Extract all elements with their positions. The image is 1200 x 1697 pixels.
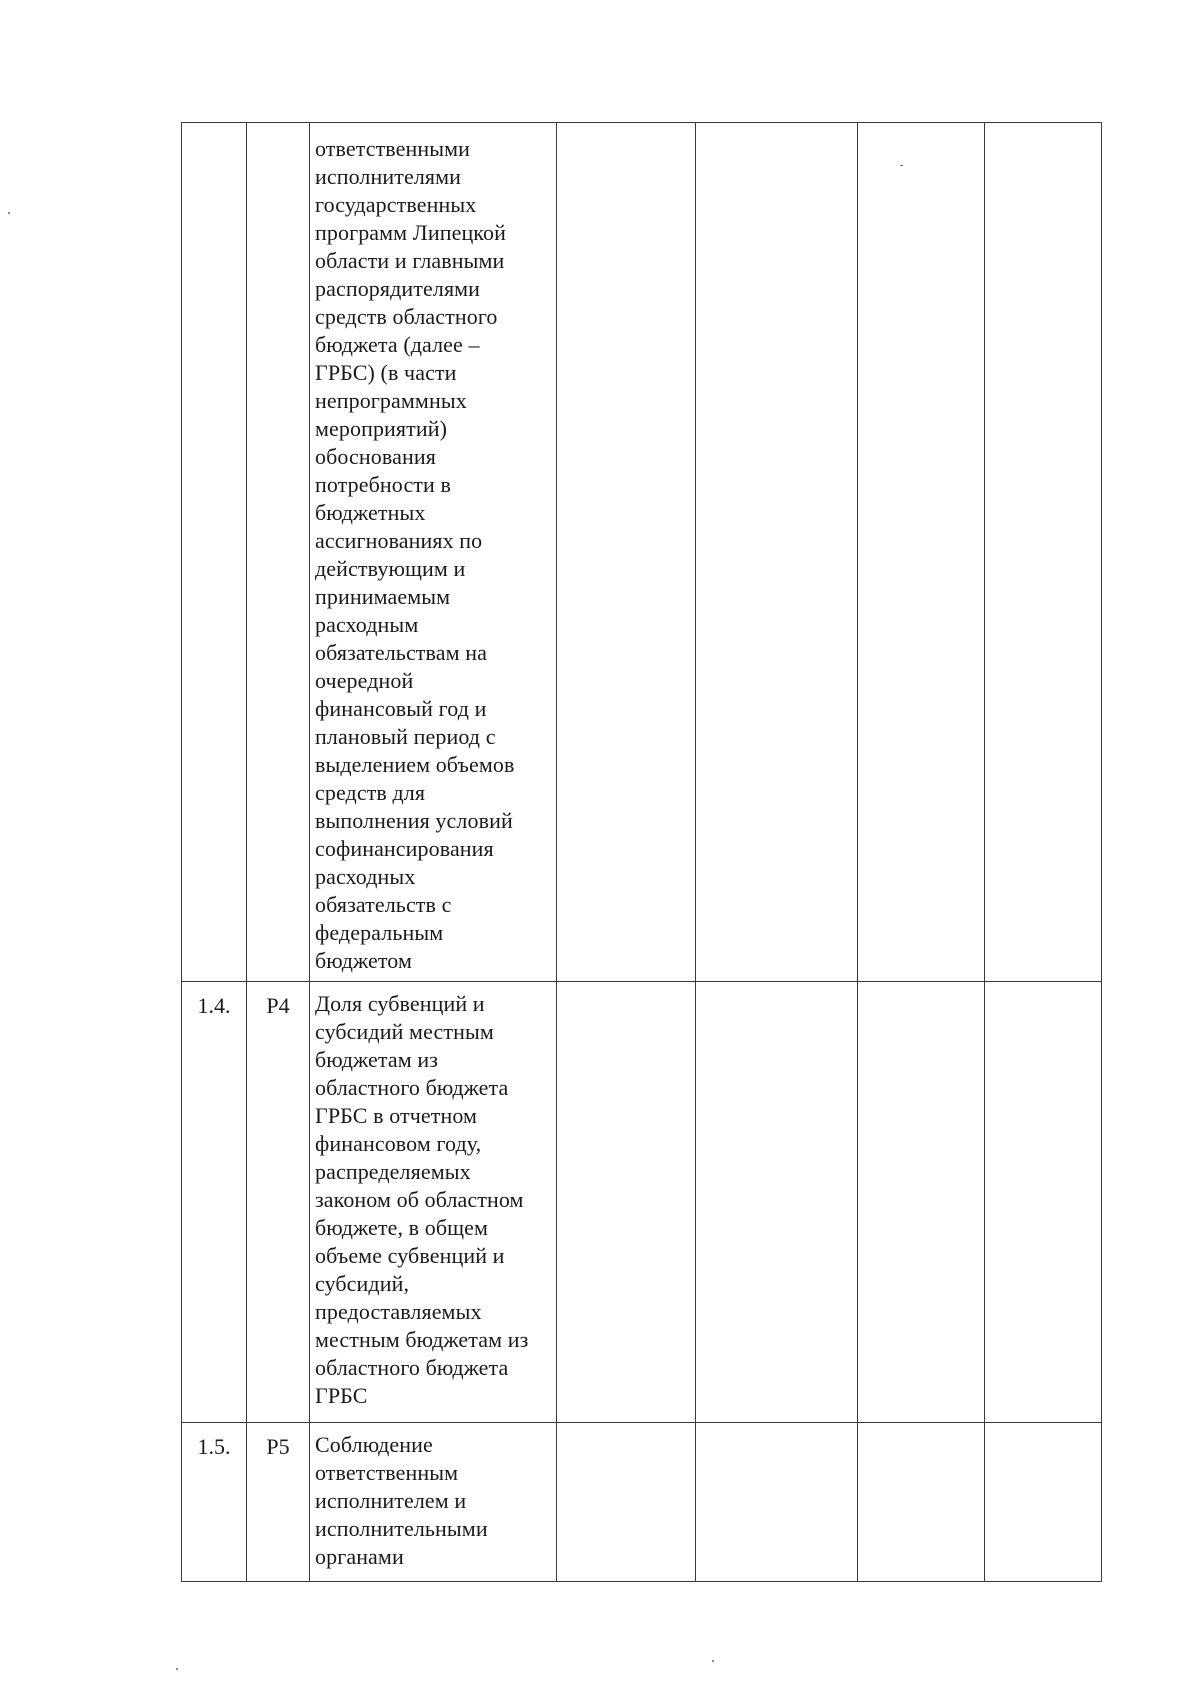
row-number-cell	[182, 123, 247, 982]
empty-cell	[858, 982, 985, 1423]
empty-cell	[858, 1423, 985, 1582]
empty-cell	[985, 123, 1102, 982]
empty-cell	[985, 982, 1102, 1423]
table-row	[182, 982, 1102, 1423]
scan-speck	[8, 212, 10, 214]
row-number: 1.5.	[197, 1434, 231, 1459]
row-description: Доля субвенций и субсидий местным бюджетам из областного бюджета ГРБС в отчетном финансовом году, распределяемых законом об областном бюджете, в общем объеме субвенций и субсидий, предоставляемых местным бюджетам из областного бюджета ГРБС	[315, 991, 529, 1408]
row-code: Р4	[266, 993, 290, 1018]
row-number-cell	[182, 1423, 247, 1582]
row-description: Соблюдение ответственным исполнителем и исполнительными органами	[315, 1432, 488, 1569]
table-row	[182, 123, 1102, 982]
empty-cell	[557, 1423, 696, 1582]
row-code-cell	[247, 1423, 310, 1582]
empty-cell	[696, 1423, 858, 1582]
empty-cell	[557, 123, 696, 982]
scan-speck	[176, 1668, 178, 1670]
row-number	[182, 123, 246, 133]
row-text-cell	[310, 123, 557, 982]
empty-cell	[557, 982, 696, 1423]
empty-cell	[985, 1423, 1102, 1582]
row-code	[247, 123, 309, 133]
scan-speck	[900, 165, 903, 166]
row-number-cell	[182, 982, 247, 1423]
empty-cell	[696, 123, 858, 982]
scan-speck	[712, 1660, 714, 1662]
empty-cell	[858, 123, 985, 982]
row-code-cell	[247, 982, 310, 1423]
row-text-cell	[310, 982, 557, 1423]
row-description: ответственными исполнителями государственных программ Липецкой области и главными распорядителями средств областного бюджета (далее – ГРБС) (в части непрограммных мероприятий) обоснования потребности в бюджетных ассигнованиях по действующим и принимаемым расходным обязательствам на очередной финансовый год и плановый период с выделением объемов средств для выполнения условий софинансирования расходных обязательств с федеральным бюджетом	[315, 136, 515, 973]
row-number: 1.4.	[197, 993, 231, 1018]
row-code-cell	[247, 123, 310, 982]
indicators-table	[181, 122, 1102, 1582]
row-text-cell	[310, 1423, 557, 1582]
row-code: Р5	[266, 1434, 290, 1459]
table-row	[182, 1423, 1102, 1582]
empty-cell	[696, 982, 858, 1423]
